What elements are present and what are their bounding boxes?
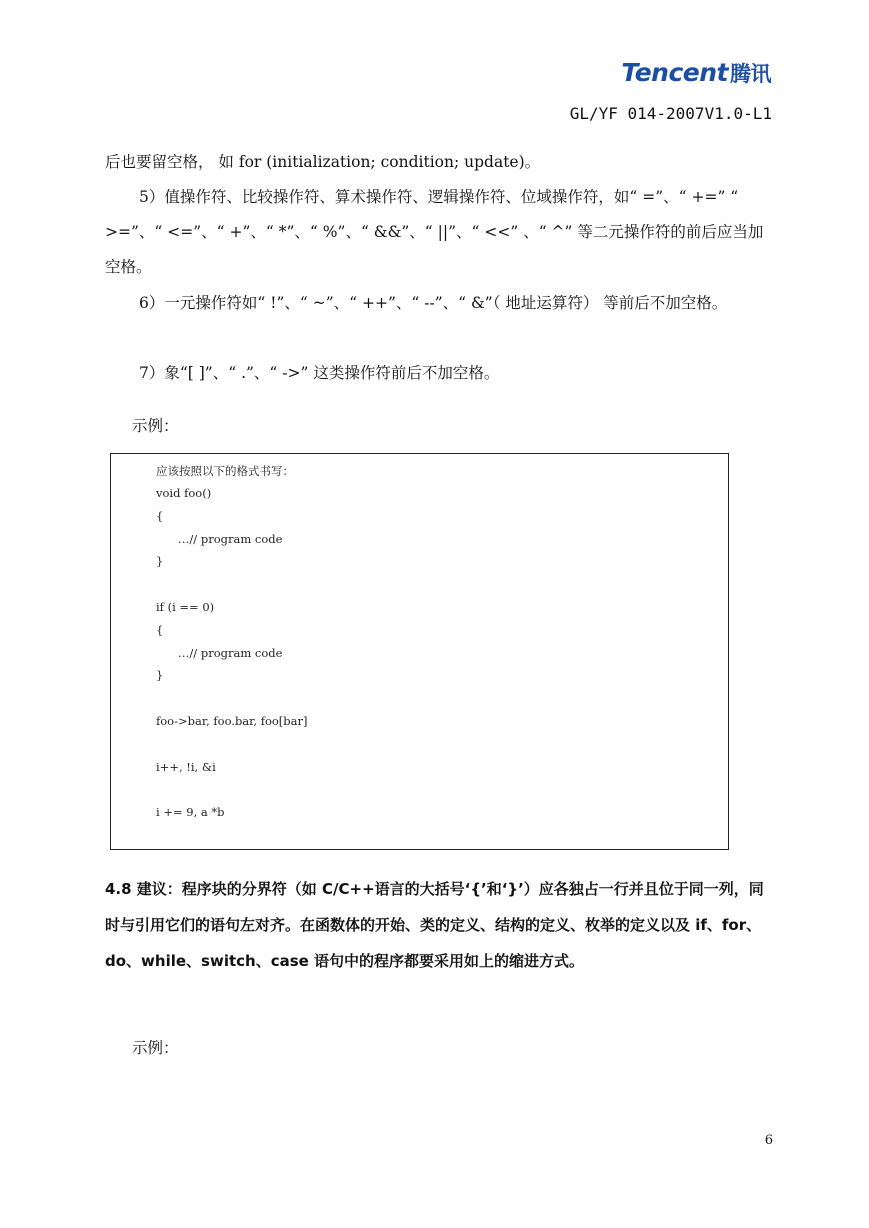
logo-text-cn: 腾讯 xyxy=(730,62,771,86)
code-line: …// program code xyxy=(156,532,283,546)
code-line: i += 9, a *b xyxy=(156,805,225,819)
code-line: …// program code xyxy=(156,646,283,660)
document-number: GL/YF 014-2007V1.0-L1 xyxy=(569,104,772,123)
tencent-logo xyxy=(621,58,771,88)
paragraph-unary-operators: 6）一元操作符如“ !”、“ ~”、“ ++”、“ --”、“ &”（ 地址运算符） 等前后不加空格。 xyxy=(139,294,728,312)
code-line: } xyxy=(156,668,164,682)
page-number: 6 xyxy=(764,1133,773,1148)
paragraph-spacing-continuation: 后也要留空格， 如 for (initialization; condition; update)。 xyxy=(105,153,541,171)
code-line: { xyxy=(156,623,164,637)
paragraph-member-operators: 7）象“[ ]”、“ .”、“ ->” 这类操作符前后不加空格。 xyxy=(139,364,500,382)
paragraph-binary-operators: 5）值操作符、比较操作符、算术操作符、逻辑操作符、位域操作符，如“ =”、“ +=” “ >=”、“ <=”、“ +”、“ *”、“ %”、“ &&”、“ ||”、“ <<” 、“ ^” 等二元操作符的前后应当加空格。 xyxy=(105,188,764,276)
code-example-box xyxy=(110,453,729,850)
code-line: void foo() xyxy=(156,486,212,500)
code-line: 应该按照以下的格式书写： xyxy=(156,464,294,478)
example-label-2: 示例： xyxy=(132,1039,179,1057)
code-line: { xyxy=(156,509,164,523)
logo-text-en: Tencent xyxy=(621,58,728,87)
code-line: foo->bar, foo.bar, foo[bar] xyxy=(156,714,308,728)
code-line: if (i == 0) xyxy=(156,600,215,614)
code-line: i++, !i, &i xyxy=(156,760,216,774)
code-line: } xyxy=(156,554,164,568)
example-label-1: 示例： xyxy=(132,417,179,435)
section-4-8-recommendation: 4.8 建议：程序块的分界符（如 C/C++语言的大括号‘{’和‘}’）应各独占一行并且位于同一列，同时与引用它们的语句左对齐。在函数体的开始、类的定义、结构的定义、枚举的定义以及 if、for、do、while、switch、case 语句中的程序都要采用如上的缩进方式。 xyxy=(105,880,764,970)
